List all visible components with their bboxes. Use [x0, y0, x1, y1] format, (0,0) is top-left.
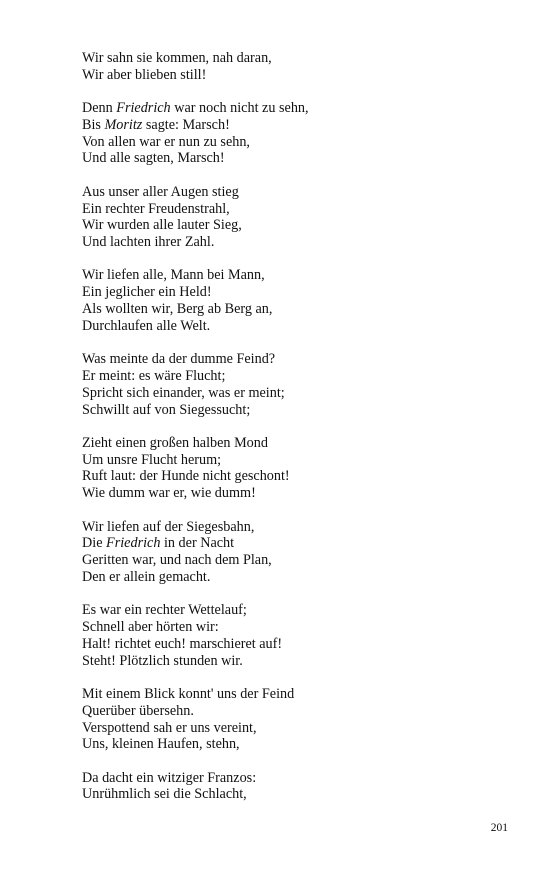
- verse-text: sagte: Marsch!: [142, 116, 230, 133]
- verse-text: Wie dumm war er, wie dumm!: [82, 485, 256, 502]
- verse-text: Zieht einen großen halben Mond: [82, 434, 268, 451]
- verse-line: [82, 50, 502, 67]
- verse-text: Es war ein rechter Wettelauf;: [82, 602, 247, 619]
- verse-line: [82, 385, 502, 402]
- verse-line: [82, 67, 502, 84]
- verse-text: Was meinte da der dumme Feind?: [82, 351, 276, 368]
- verse-text: Da dacht ein witziger Franzos:: [82, 769, 257, 786]
- verse-line: [82, 485, 502, 502]
- verse-line: [82, 720, 502, 737]
- verse-line: [82, 301, 502, 318]
- verse-text: Durchlaufen alle Welt.: [82, 317, 211, 334]
- verse-line: [82, 234, 502, 251]
- verse-line: [82, 786, 502, 803]
- poem-text: [82, 50, 502, 820]
- verse-line: [82, 452, 502, 469]
- verse-line: [82, 653, 502, 670]
- verse-text: Verspottend sah er uns vereint,: [82, 719, 257, 736]
- italic-name: Friedrich: [106, 535, 161, 552]
- verse-text: Halt! richtet euch! marschieret auf!: [82, 635, 283, 652]
- verse-line: [82, 267, 502, 284]
- verse-text: Und alle sagten, Marsch!: [82, 150, 225, 167]
- verse-text: Wir liefen alle, Mann bei Mann,: [82, 267, 265, 284]
- verse-line: [82, 435, 502, 452]
- verse-text: Wir liefen auf der Siegesbahn,: [82, 518, 255, 535]
- verse-text: Bis: [82, 116, 105, 133]
- stanza: [82, 267, 502, 334]
- verse-text: Er meint: es wäre Flucht;: [82, 367, 226, 384]
- verse-line: [82, 217, 502, 234]
- verse-text: Schnell aber hörten wir:: [82, 619, 219, 636]
- verse-text: Spricht sich einander, was er meint;: [82, 384, 285, 401]
- verse-text: Den er allein gemacht.: [82, 568, 211, 585]
- stanza: [82, 100, 502, 167]
- verse-text: Steht! Plötzlich stunden wir.: [82, 652, 243, 669]
- italic-name: Moritz: [104, 116, 143, 133]
- verse-text: Geritten war, und nach dem Plan,: [82, 552, 272, 569]
- verse-text: Aus unser aller Augen stieg: [82, 183, 239, 200]
- verse-line: [82, 284, 502, 301]
- verse-line: [82, 402, 502, 419]
- verse-line: [82, 569, 502, 586]
- stanza: [82, 435, 502, 502]
- verse-text: Wir wurden alle lauter Sieg,: [82, 217, 242, 234]
- verse-text: Die: [82, 535, 107, 552]
- verse-text: Als wollten wir, Berg ab Berg an,: [82, 301, 273, 318]
- verse-text: Uns, kleinen Haufen, stehn,: [82, 736, 240, 753]
- verse-line: [82, 770, 502, 787]
- verse-text: Ein jeglicher ein Held!: [82, 284, 212, 301]
- verse-text: in der Nacht: [160, 535, 235, 552]
- stanza: [82, 351, 502, 418]
- verse-line: [82, 318, 502, 335]
- verse-line: [82, 100, 502, 117]
- verse-line: [82, 703, 502, 720]
- verse-line: [82, 150, 502, 167]
- verse-line: [82, 134, 502, 151]
- verse-line: [82, 351, 502, 368]
- verse-line: [82, 552, 502, 569]
- verse-text: Schwillt auf von Siegessucht;: [82, 401, 251, 418]
- verse-text: Von allen war er nun zu sehn,: [82, 133, 250, 150]
- verse-line: [82, 636, 502, 653]
- verse-line: [82, 519, 502, 536]
- verse-line: [82, 368, 502, 385]
- verse-line: [82, 201, 502, 218]
- verse-text: war noch nicht zu sehn,: [170, 100, 309, 117]
- stanza: [82, 519, 502, 586]
- verse-text: Ruft laut: der Hunde nicht geschont!: [82, 468, 290, 485]
- verse-line: [82, 117, 502, 134]
- verse-line: [82, 535, 502, 552]
- verse-text: Denn: [82, 100, 117, 117]
- verse-line: [82, 619, 502, 636]
- italic-name: Friedrich: [116, 100, 171, 117]
- verse-text: Mit einem Blick konnt' uns der Feind: [82, 685, 295, 702]
- verse-line: [82, 736, 502, 753]
- stanza: [82, 686, 502, 753]
- verse-line: [82, 686, 502, 703]
- stanza: [82, 184, 502, 251]
- verse-line: [82, 184, 502, 201]
- verse-text: Ein rechter Freudenstrahl,: [82, 200, 230, 217]
- verse-text: Wir aber blieben still!: [82, 66, 207, 83]
- page-number: 201: [490, 822, 508, 834]
- verse-text: Und lachten ihrer Zahl.: [82, 234, 215, 251]
- stanza: [82, 50, 502, 84]
- stanza: [82, 602, 502, 669]
- verse-line: [82, 602, 502, 619]
- verse-text: Wir sahn sie kommen, nah daran,: [82, 50, 272, 66]
- verse-text: Querüber übersehn.: [82, 702, 194, 719]
- verse-text: Um unsre Flucht herum;: [82, 451, 222, 468]
- verse-line: [82, 468, 502, 485]
- verse-text: Unrühmlich sei die Schlacht,: [82, 786, 247, 803]
- stanza: [82, 770, 502, 804]
